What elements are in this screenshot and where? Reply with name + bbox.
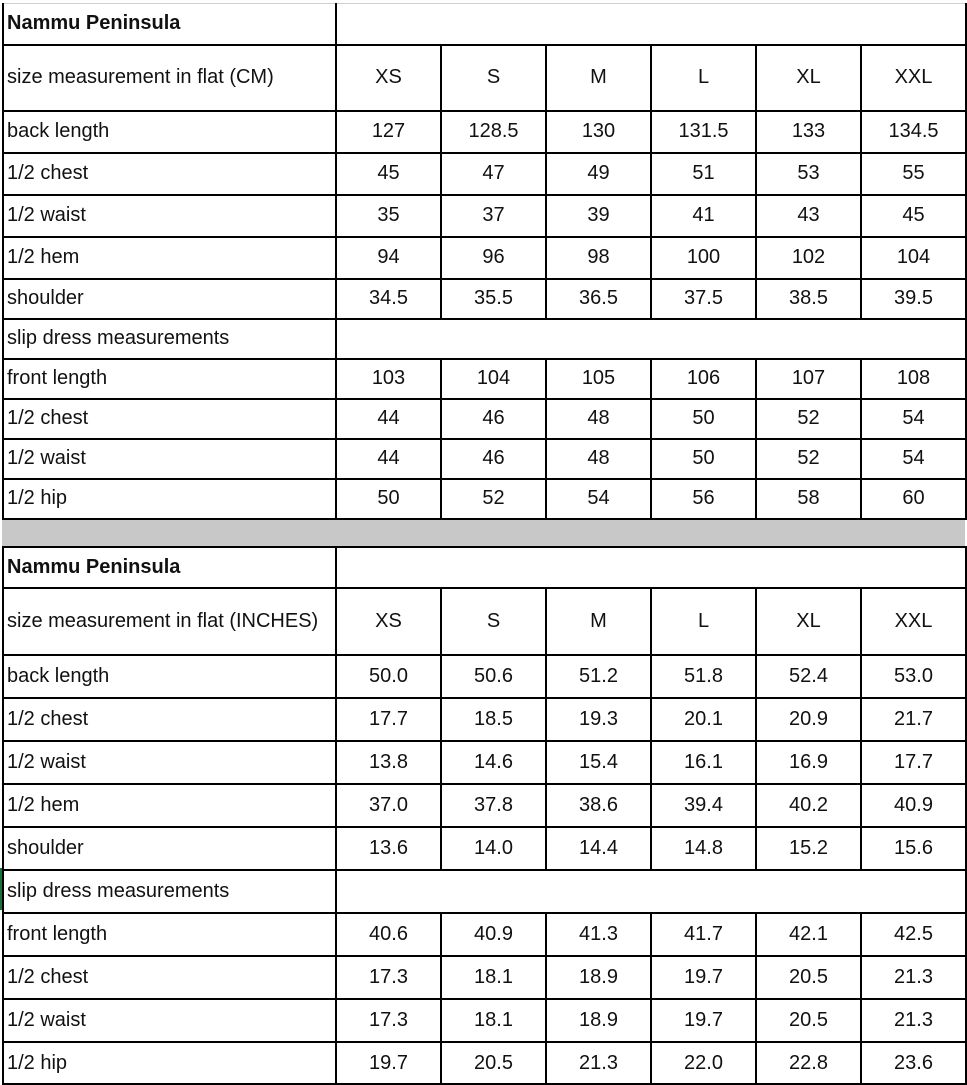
row-label: 1/2 waist [3, 741, 336, 784]
cell-value: 49 [546, 153, 651, 195]
size-xs: XS [336, 588, 441, 655]
cell-value: 45 [861, 195, 966, 237]
cell-value: 17.7 [336, 698, 441, 741]
cell-value: 42.1 [756, 913, 861, 956]
table-row [3, 913, 966, 956]
cell-value: 51.2 [546, 655, 651, 698]
cell-value: 44 [336, 439, 441, 479]
cell-value: 58 [756, 479, 861, 519]
cell-value: 13.6 [336, 827, 441, 870]
row-label: 1/2 waist [3, 195, 336, 237]
cell-value: 13.8 [336, 741, 441, 784]
cell-value: 105 [546, 359, 651, 399]
cell-value: 18.9 [546, 956, 651, 999]
row-label: 1/2 hem [3, 237, 336, 279]
cell-value: 100 [651, 237, 756, 279]
table-row [3, 279, 966, 319]
size-m: M [546, 45, 651, 111]
table-row [3, 655, 966, 698]
cell-value: 54 [861, 439, 966, 479]
title-spacer [336, 4, 966, 45]
separator-band [2, 520, 965, 546]
table-row [3, 827, 966, 870]
cell-value: 47 [441, 153, 546, 195]
cell-value: 104 [441, 359, 546, 399]
cell-value: 38.6 [546, 784, 651, 827]
cell-value: 44 [336, 399, 441, 439]
cell-value: 14.0 [441, 827, 546, 870]
table-row [3, 956, 966, 999]
cell-value: 21.3 [546, 1042, 651, 1084]
cell-value: 45 [336, 153, 441, 195]
cell-value: 52 [756, 439, 861, 479]
cell-value: 17.7 [861, 741, 966, 784]
row-label: front length [3, 913, 336, 956]
cell-value: 43 [756, 195, 861, 237]
row-label: 1/2 waist [3, 439, 336, 479]
cell-value: 54 [861, 399, 966, 439]
section-row [3, 870, 966, 913]
cell-value: 37 [441, 195, 546, 237]
title-row [3, 4, 966, 45]
cell-value: 40.6 [336, 913, 441, 956]
cell-value: 52 [756, 399, 861, 439]
cell-value: 53.0 [861, 655, 966, 698]
cell-value: 54 [546, 479, 651, 519]
cell-value: 40.9 [441, 913, 546, 956]
cell-value: 16.9 [756, 741, 861, 784]
size-table-inches [2, 546, 967, 1085]
cell-value: 35.5 [441, 279, 546, 319]
cell-value: 131.5 [651, 111, 756, 153]
row-label: shoulder [3, 827, 336, 870]
cell-value: 60 [861, 479, 966, 519]
cell-value: 50.6 [441, 655, 546, 698]
cell-value: 108 [861, 359, 966, 399]
table-row [3, 111, 966, 153]
cell-value: 127 [336, 111, 441, 153]
row-label: front length [3, 359, 336, 399]
cell-value: 46 [441, 439, 546, 479]
cell-value: 50 [651, 399, 756, 439]
cell-value: 14.6 [441, 741, 546, 784]
cell-value: 15.6 [861, 827, 966, 870]
table-row [3, 479, 966, 519]
table-row [3, 741, 966, 784]
size-l: L [651, 45, 756, 111]
cell-value: 55 [861, 153, 966, 195]
table-row [3, 999, 966, 1042]
cell-value: 20.5 [441, 1042, 546, 1084]
table-row [3, 237, 966, 279]
cell-value: 40.2 [756, 784, 861, 827]
cell-value: 51.8 [651, 655, 756, 698]
table-row [3, 439, 966, 479]
cell-value: 106 [651, 359, 756, 399]
size-s: S [441, 45, 546, 111]
section-label: slip dress measurements [3, 870, 336, 913]
table-row [3, 359, 966, 399]
cell-value: 20.9 [756, 698, 861, 741]
cell-value: 52 [441, 479, 546, 519]
cell-value: 17.3 [336, 956, 441, 999]
cell-value: 103 [336, 359, 441, 399]
cell-value: 14.4 [546, 827, 651, 870]
table-row [3, 153, 966, 195]
cell-value: 19.7 [651, 999, 756, 1042]
cell-value: 94 [336, 237, 441, 279]
cell-value: 18.9 [546, 999, 651, 1042]
cell-value: 21.3 [861, 956, 966, 999]
row-label: back length [3, 655, 336, 698]
cell-value: 15.2 [756, 827, 861, 870]
header-row [3, 45, 966, 111]
cell-value: 96 [441, 237, 546, 279]
cell-value: 107 [756, 359, 861, 399]
cell-value: 134.5 [861, 111, 966, 153]
cell-value: 36.5 [546, 279, 651, 319]
size-xxl: XXL [861, 45, 966, 111]
cell-value: 19.7 [336, 1042, 441, 1084]
cell-value: 17.3 [336, 999, 441, 1042]
cell-value: 41.3 [546, 913, 651, 956]
cell-value: 20.1 [651, 698, 756, 741]
table-title: Nammu Peninsula [3, 547, 336, 588]
cell-value: 46 [441, 399, 546, 439]
row-label: 1/2 hem [3, 784, 336, 827]
table-row [3, 1042, 966, 1084]
size-l: L [651, 588, 756, 655]
section-spacer [336, 319, 966, 359]
cell-value: 41.7 [651, 913, 756, 956]
cell-value: 20.5 [756, 999, 861, 1042]
row-label: 1/2 hip [3, 479, 336, 519]
table-row [3, 698, 966, 741]
cell-value: 16.1 [651, 741, 756, 784]
cell-value: 42.5 [861, 913, 966, 956]
cell-value: 21.7 [861, 698, 966, 741]
row-label: 1/2 chest [3, 153, 336, 195]
table-row [3, 399, 966, 439]
cell-value: 22.0 [651, 1042, 756, 1084]
cell-value: 48 [546, 399, 651, 439]
cell-value: 50 [651, 439, 756, 479]
cell-value: 50 [336, 479, 441, 519]
row-label: back length [3, 111, 336, 153]
cell-value: 56 [651, 479, 756, 519]
header-label: size measurement in flat (INCHES) [3, 588, 336, 655]
row-label: shoulder [3, 279, 336, 319]
cell-value: 14.8 [651, 827, 756, 870]
cell-value: 130 [546, 111, 651, 153]
cell-value: 39.4 [651, 784, 756, 827]
size-s: S [441, 588, 546, 655]
size-m: M [546, 588, 651, 655]
cell-value: 51 [651, 153, 756, 195]
cell-value: 133 [756, 111, 861, 153]
table-title: Nammu Peninsula [3, 4, 336, 45]
cell-value: 23.6 [861, 1042, 966, 1084]
cell-value: 15.4 [546, 741, 651, 784]
row-label: 1/2 chest [3, 698, 336, 741]
section-label: slip dress measurements [3, 319, 336, 359]
cell-value: 52.4 [756, 655, 861, 698]
cell-cursor-marker [0, 868, 2, 910]
size-xxl: XXL [861, 588, 966, 655]
row-label: 1/2 waist [3, 999, 336, 1042]
title-spacer [336, 547, 966, 588]
cell-value: 102 [756, 237, 861, 279]
cell-value: 34.5 [336, 279, 441, 319]
cell-value: 38.5 [756, 279, 861, 319]
size-xl: XL [756, 45, 861, 111]
section-row [3, 319, 966, 359]
cell-value: 39 [546, 195, 651, 237]
cell-value: 37.5 [651, 279, 756, 319]
cell-value: 22.8 [756, 1042, 861, 1084]
cell-value: 104 [861, 237, 966, 279]
row-label: 1/2 chest [3, 956, 336, 999]
cell-value: 39.5 [861, 279, 966, 319]
cell-value: 98 [546, 237, 651, 279]
title-row [3, 547, 966, 588]
cell-value: 37.8 [441, 784, 546, 827]
size-table-cm [2, 3, 967, 520]
cell-value: 35 [336, 195, 441, 237]
cell-value: 20.5 [756, 956, 861, 999]
table-row [3, 195, 966, 237]
cell-value: 37.0 [336, 784, 441, 827]
cell-value: 18.1 [441, 999, 546, 1042]
header-row [3, 588, 966, 655]
row-label: 1/2 chest [3, 399, 336, 439]
row-label: 1/2 hip [3, 1042, 336, 1084]
cell-value: 18.1 [441, 956, 546, 999]
cell-value: 53 [756, 153, 861, 195]
header-label: size measurement in flat (CM) [3, 45, 336, 111]
cell-value: 19.3 [546, 698, 651, 741]
cell-value: 19.7 [651, 956, 756, 999]
cell-value: 21.3 [861, 999, 966, 1042]
cell-value: 40.9 [861, 784, 966, 827]
table-row [3, 784, 966, 827]
cell-value: 48 [546, 439, 651, 479]
size-xs: XS [336, 45, 441, 111]
cell-value: 128.5 [441, 111, 546, 153]
cell-value: 50.0 [336, 655, 441, 698]
cell-value: 41 [651, 195, 756, 237]
size-xl: XL [756, 588, 861, 655]
section-spacer [336, 870, 966, 913]
cell-value: 18.5 [441, 698, 546, 741]
